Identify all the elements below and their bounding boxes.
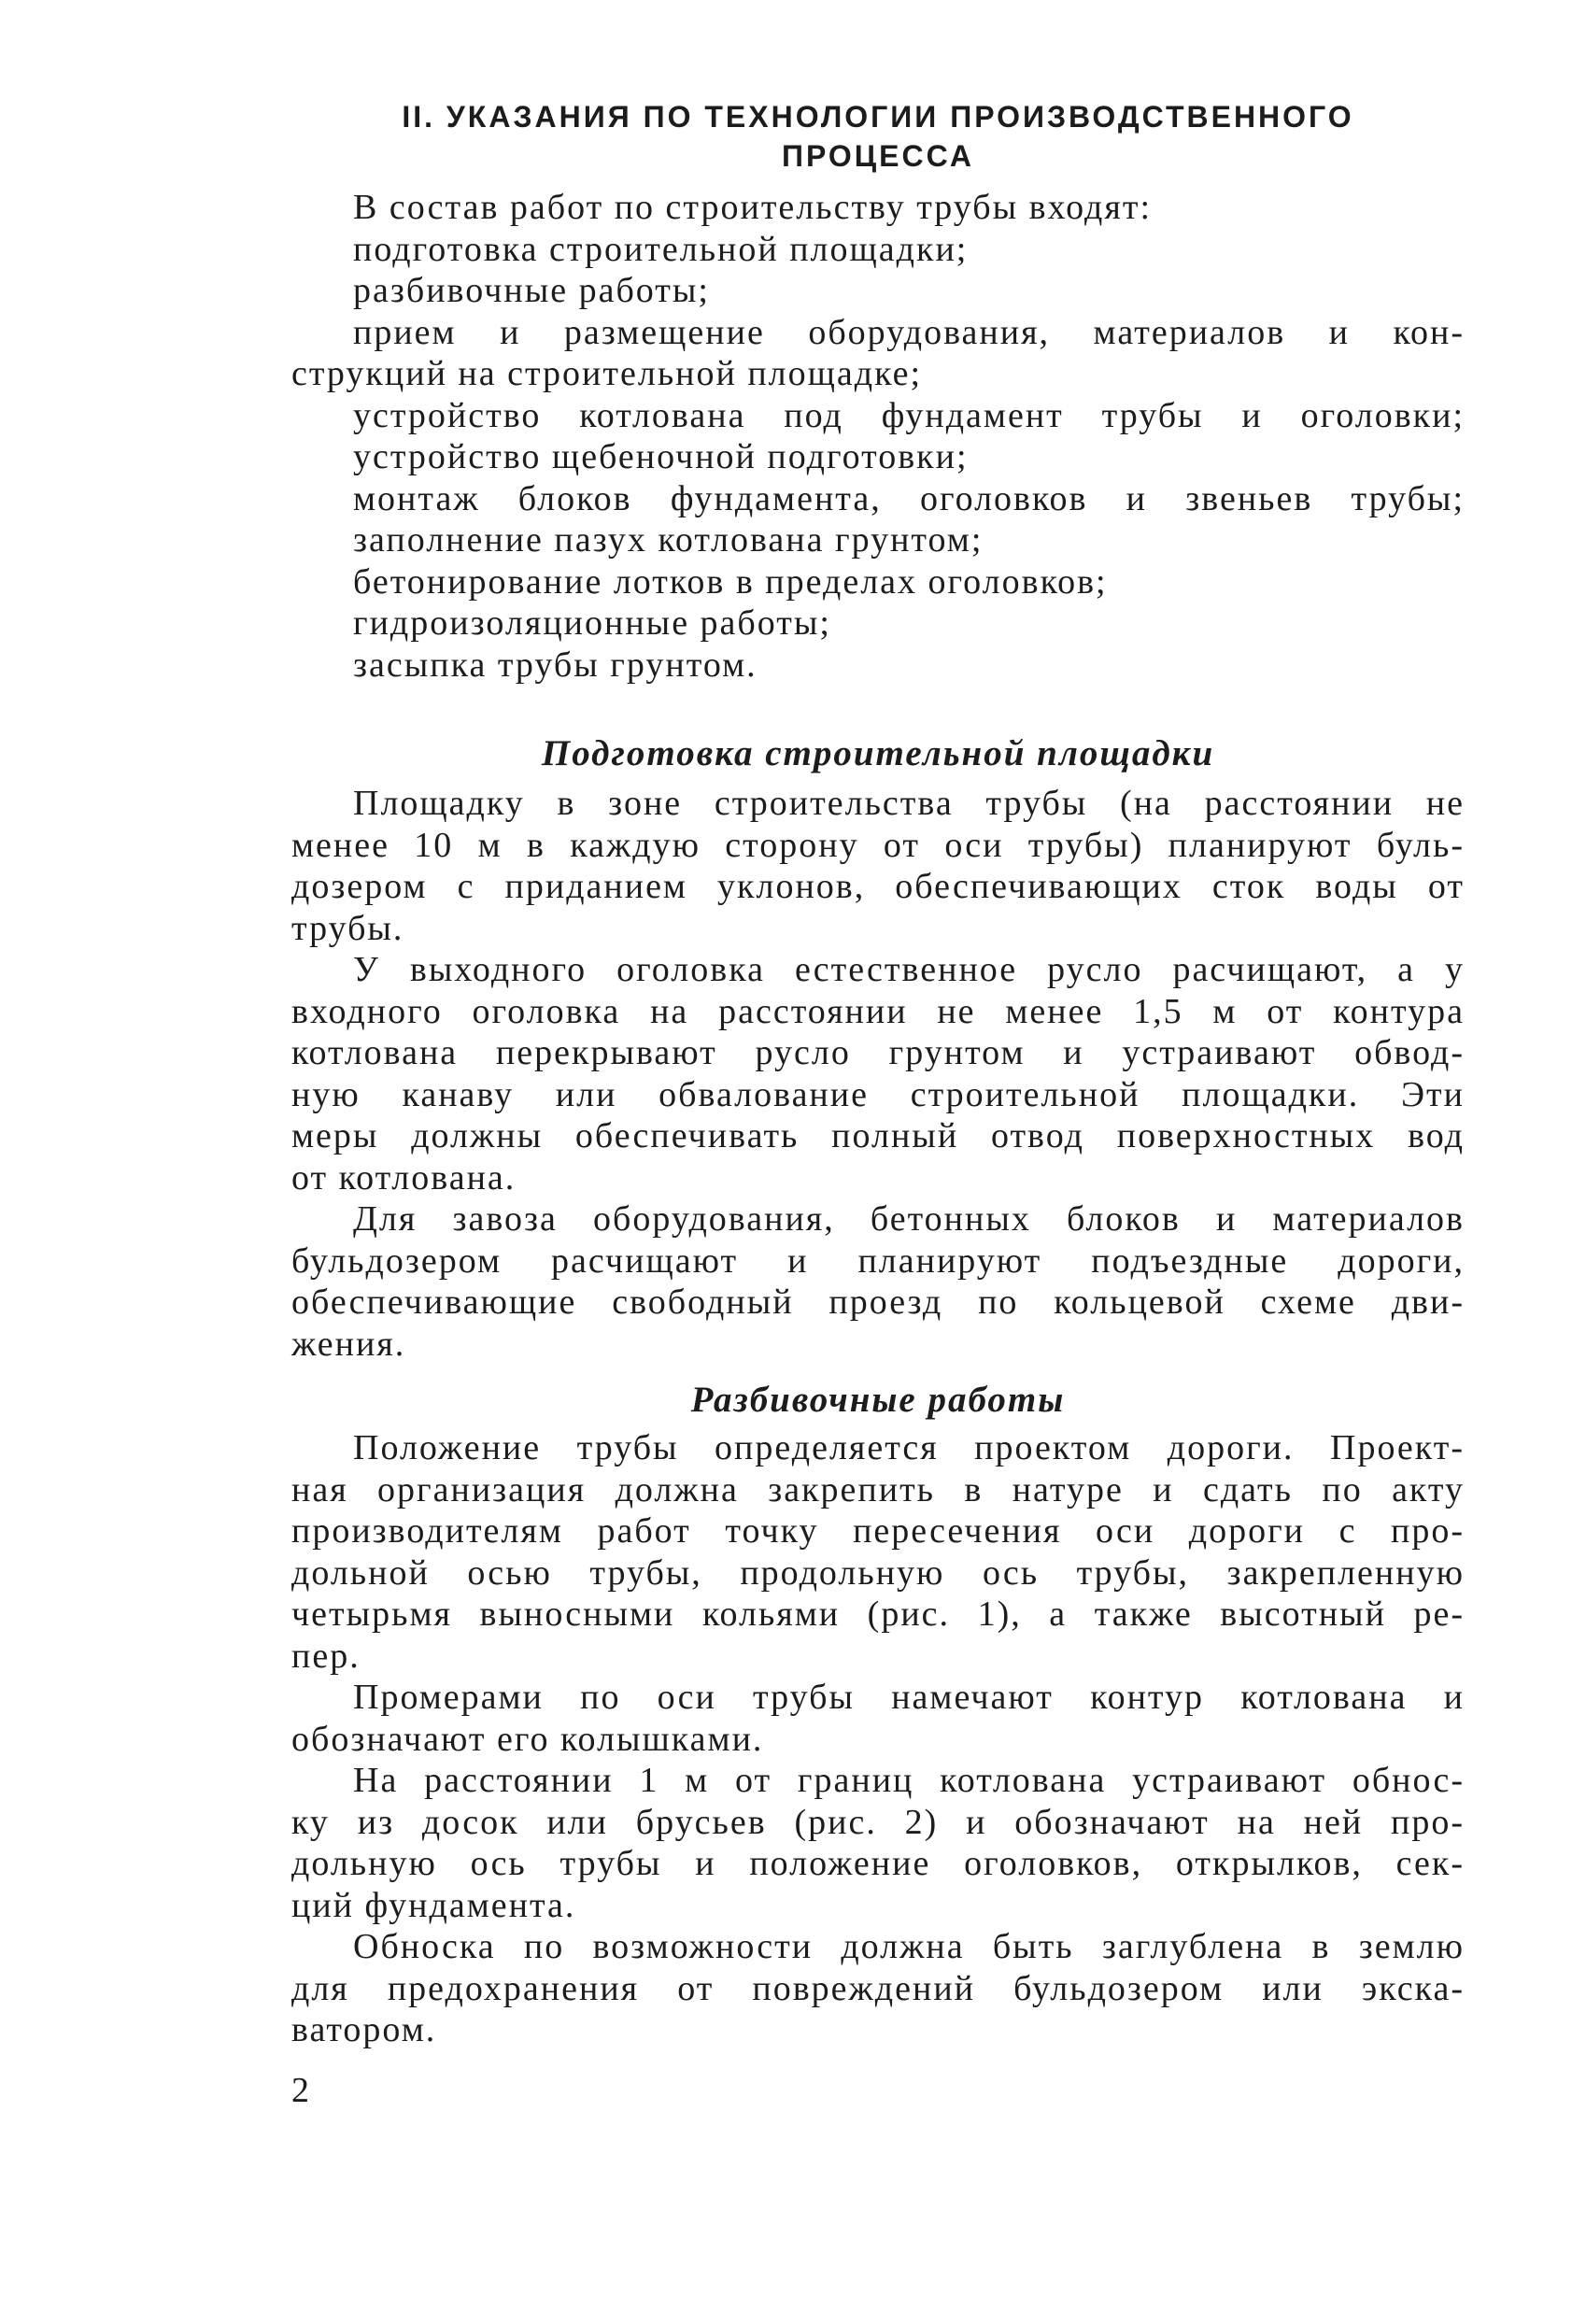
- paragraph-line: жения.: [291, 1324, 406, 1364]
- intro-line: монтаж блоков фундамента, оголовков и звеньев трубы;: [353, 478, 1465, 518]
- intro-line: устройство щебеночной подготовки;: [353, 437, 969, 476]
- paragraph-line: пер.: [291, 1636, 361, 1676]
- paragraph-line: четырьмя выносными кольями (рис. 1), а также высотный ре-: [291, 1594, 1465, 1634]
- paragraph-line: обозначают его колышками.: [291, 1719, 764, 1759]
- paragraph-line: У выходного оголовка естественное русло расчищают, а у: [353, 950, 1465, 989]
- paragraph-line: На расстоянии 1 м от границ котлована устраивают обнос-: [353, 1761, 1465, 1800]
- section-title-line-2: ПРОЦЕССА: [781, 139, 975, 173]
- intro-line: подготовка строительной площадки;: [353, 229, 969, 269]
- intro-line: прием и размещение оборудования, материалов и кон-: [353, 312, 1465, 352]
- subsection-title-site-preparation: Подготовка строительной площадки: [541, 733, 1215, 773]
- paragraph-line: для предохранения от повреждений бульдозером или экска-: [291, 1968, 1465, 2008]
- paragraph-line: ную канаву или обвалование строительной площадки. Эти: [291, 1074, 1465, 1114]
- intro-line: разбивочные работы;: [353, 271, 710, 310]
- intro-line: бетонирование лотков в пределах оголовков;: [353, 561, 1108, 602]
- paragraph-line: обеспечивающие свободный проезд по кольцевой схеме дви-: [291, 1282, 1465, 1322]
- paragraph-line: менее 10 м в каждую сторону от оси трубы) планируют буль-: [291, 825, 1465, 865]
- paragraph-line: дольной осью трубы, продольную ось трубы, закрепленную: [291, 1552, 1465, 1593]
- paragraph-line: бульдозером расчищают и планируют подъездные дороги,: [291, 1240, 1465, 1281]
- paragraph-line: меры должны обеспечивать полный отвод поверхностных вод: [291, 1116, 1465, 1155]
- subsection-title-layout-works: Разбивочные работы: [690, 1380, 1066, 1420]
- paragraph-line: дольную ось трубы и положение оголовков, открылков, сек-: [291, 1844, 1465, 1883]
- intro-line: заполнение пазух котлована грунтом;: [353, 520, 984, 560]
- intro-line: струкций на строительной площадке;: [291, 354, 923, 393]
- page-number: 2: [291, 2071, 309, 2110]
- intro-line: засыпка трубы грунтом.: [353, 645, 758, 685]
- section-title: [291, 97, 1465, 176]
- paragraph-line: ку из досок или брусьев (рис. 2) и обозначают на ней про-: [291, 1802, 1465, 1842]
- paragraph-line: ций фундамента.: [291, 1885, 576, 1925]
- paragraph-line: трубы.: [291, 908, 404, 948]
- paragraph-line: котлована перекрывают русло грунтом и устраивают обвод-: [291, 1033, 1465, 1072]
- paragraph-line: ватором.: [291, 2010, 437, 2049]
- intro-line: В состав работ по строительству трубы входят:: [353, 188, 1153, 227]
- section-title-line-1: II. УКАЗАНИЯ ПО ТЕХНОЛОГИИ ПРОИЗВОДСТВЕННОГО: [402, 100, 1354, 134]
- paragraph-line: Промерами по оси трубы намечают контур котлована и: [353, 1678, 1465, 1717]
- paragraph-line: Положение трубы определяется проектом дороги. Проект-: [353, 1428, 1465, 1467]
- paragraph-line: Для завоза оборудования, бетонных блоков и материалов: [353, 1199, 1465, 1239]
- site-preparation-text: [291, 783, 1465, 1365]
- layout-works-text: [291, 1427, 1465, 2051]
- paragraph-line: Обноска по возможности должна быть заглублена в землю: [353, 1927, 1465, 1966]
- paragraph-line: ная организация должна закрепить в натуре и сдать по акту: [291, 1469, 1465, 1509]
- intro-block: [291, 187, 1465, 686]
- paragraph-line: Площадку в зоне строительства трубы (на расстоянии не: [353, 784, 1465, 823]
- paragraph-line: входного оголовка на расстоянии не менее 1,5 м от контура: [291, 991, 1465, 1031]
- paragraph-line: дозером с приданием уклонов, обеспечивающих сток воды от: [291, 867, 1465, 906]
- intro-line: гидроизоляционные работы;: [353, 603, 831, 643]
- paragraph-line: от котлована.: [291, 1157, 517, 1197]
- paragraph-line: производителям работ точку пересечения оси дороги с про-: [291, 1511, 1465, 1551]
- intro-line: устройство котлована под фундамент трубы и оголовки;: [353, 395, 1465, 435]
